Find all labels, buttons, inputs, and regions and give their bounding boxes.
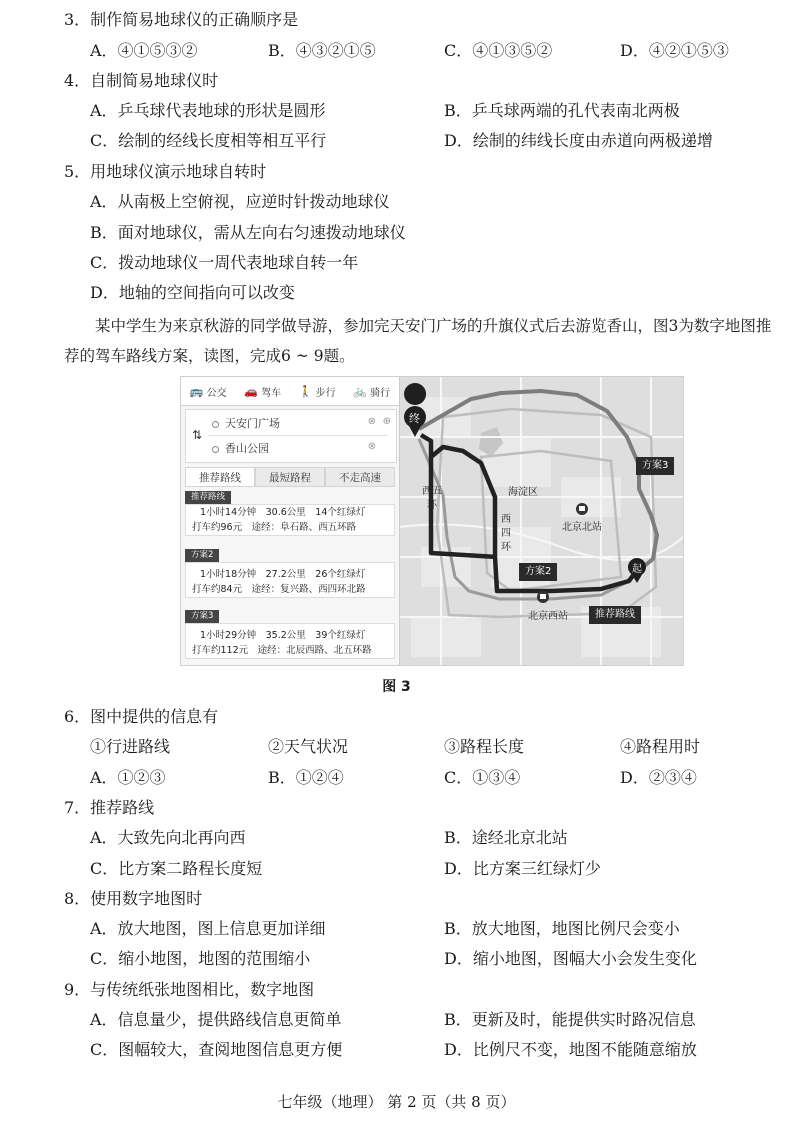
question-7-stem: 7．推荐路线: [64, 798, 155, 817]
q6-option-c: C．①③④: [444, 768, 521, 787]
route-option-plan-3[interactable]: [185, 610, 395, 659]
q8-option-d: D．缩小地图，图幅大小会发生变化: [444, 949, 697, 968]
car-icon: 🚗: [244, 384, 259, 398]
walk-icon: 🚶: [298, 384, 313, 398]
origin-dot-icon: [212, 421, 219, 428]
q7-option-c: C．比方案二路程长度短: [90, 859, 263, 878]
q9-option-c: C．图幅较大，查阅地图信息更方便: [90, 1040, 343, 1059]
plan-3-tag: 方案3: [636, 457, 674, 475]
q6-option-b: B．①②④: [268, 768, 344, 787]
q8-option-b: B．放大地图，地图比例尺会变小: [444, 919, 680, 938]
q6-option-a: A．①②③: [90, 768, 166, 787]
q4-option-d: D．绘制的纬线长度由赤道向两极递增: [444, 131, 713, 150]
figure-caption: 图 3: [382, 679, 411, 695]
q7-option-d: D．比方案三红绿灯少: [444, 859, 601, 878]
mode-walk-label: 步行: [315, 387, 336, 399]
transport-mode-bar: [181, 377, 399, 406]
route-label: 推荐路线: [185, 491, 231, 504]
q5-option-a: A．从南极上空俯视，应逆时针拨动地球仪: [90, 192, 390, 211]
origin-field[interactable]: [212, 415, 280, 431]
q6-option-d: D．②③④: [620, 768, 697, 787]
swap-icon[interactable]: ⇅: [192, 428, 203, 442]
destination-value: 香山公园: [225, 442, 269, 455]
q8-option-a: A．放大地图，图上信息更加详细: [90, 919, 326, 938]
mode-bike-label: 骑行: [370, 387, 391, 399]
haidian-district-label: 海淀区: [508, 487, 538, 498]
bus-icon: 🚌: [189, 384, 204, 398]
q3-option-c: C．④①③⑤②: [444, 41, 553, 60]
route-summary: 1小时18分钟 27.2公里 26个红绿灯: [200, 569, 366, 580]
figure-3-map-screenshot: [180, 376, 684, 666]
clear-origin-icon[interactable]: ⊗: [367, 416, 376, 427]
route-option-recommended[interactable]: [185, 491, 395, 536]
q6-item-3: ③路程长度: [444, 737, 525, 756]
plan-2-tag: 方案2: [519, 563, 557, 581]
west-4th-ring-label: 西四环: [501, 514, 511, 553]
mode-drive[interactable]: [236, 384, 291, 399]
end-marker-label: 终: [409, 412, 420, 425]
route-preference-tabs: [185, 467, 395, 487]
route-search-box: [185, 409, 397, 463]
q6-item-2: ②天气状况: [268, 737, 349, 756]
west-5th-ring-label: 西五环: [422, 486, 442, 511]
route-detail: 打车约112元 途经：北辰西路、北五环路: [192, 645, 372, 656]
question-5-stem: 5．用地球仪演示地球自转时: [64, 162, 267, 181]
q3-option-d: D．④②①⑤③: [620, 41, 729, 60]
question-9-stem: 9．与传统纸张地图相比，数字地图: [64, 980, 315, 999]
destination-field[interactable]: [212, 440, 269, 456]
q3-option-b: B．④③②①⑤: [268, 41, 376, 60]
route-panel: [181, 377, 400, 665]
route-option-plan-2[interactable]: [185, 549, 395, 598]
destination-dot-icon: [212, 446, 219, 453]
question-3-stem: 3．制作简易地球仪的正确顺序是: [64, 10, 299, 29]
route-label: 方案2: [185, 549, 219, 562]
route-detail: 打车约84元 途经：复兴路、西四环北路: [192, 584, 366, 595]
route-label: 方案3: [185, 610, 219, 623]
q9-option-d: D．比例尺不变，地图不能随意缩放: [444, 1040, 697, 1059]
page-footer: 七年级（地理） 第 2 页（共 8 页）: [277, 1093, 516, 1111]
tab-recommended[interactable]: 推荐路线: [185, 467, 255, 487]
bj-west-station-label: 北京西站: [528, 611, 568, 622]
bike-icon: 🚲: [353, 384, 368, 398]
q4-option-a: A．乒乓球代表地球的形状是圆形: [90, 101, 326, 120]
question-8-stem: 8．使用数字地图时: [64, 889, 203, 908]
question-4-stem: 4．自制简易地球仪时: [64, 71, 219, 90]
bj-north-station-label: 北京北站: [562, 522, 602, 533]
route-detail: 打车约96元 途经：阜石路、西五环路: [192, 522, 357, 533]
tab-shortest[interactable]: 最短路程: [255, 467, 325, 487]
q5-option-c: C．拨动地球仪一周代表地球自转一年: [90, 253, 359, 272]
tab-no-highway[interactable]: 不走高速: [325, 467, 395, 487]
origin-value: 天安门广场: [225, 417, 280, 430]
q4-option-c: C．绘制的经线长度相等相互平行: [90, 131, 327, 150]
q5-option-d: D．地轴的空间指向可以改变: [90, 283, 295, 302]
q7-option-b: B．途经北京北站: [444, 828, 568, 847]
question-6-stem: 6．图中提供的信息有: [64, 707, 219, 726]
add-stop-icon[interactable]: ⊕: [382, 416, 391, 427]
mode-bike[interactable]: [345, 384, 400, 399]
mode-bus-label: 公交: [206, 387, 227, 399]
q7-option-a: A．大致先向北再向西: [90, 828, 246, 847]
q9-option-a: A．信息量少，提供路线信息更简单: [90, 1010, 342, 1029]
q4-option-b: B．乒乓球两端的孔代表南北两极: [444, 101, 680, 120]
mode-walk[interactable]: [290, 384, 345, 399]
q3-option-a: A．④①⑤③②: [90, 41, 198, 60]
q8-option-c: C．缩小地图，地图的范围缩小: [90, 949, 311, 968]
route-summary: 1小时29分钟 35.2公里 39个红绿灯: [200, 630, 366, 641]
mode-drive-label: 驾车: [261, 387, 282, 399]
q5-option-b: B．面对地球仪，需从左向右匀速拨动地球仪: [90, 223, 406, 242]
q6-item-1: ①行进路线: [90, 737, 171, 756]
start-marker-label: 起: [632, 564, 642, 575]
clear-destination-icon[interactable]: ⊗: [367, 441, 376, 452]
recommended-route-tag: 推荐路线: [589, 606, 641, 624]
q6-item-4: ④路程用时: [620, 737, 701, 756]
q9-option-b: B．更新及时，能提供实时路况信息: [444, 1010, 696, 1029]
intro-paragraph: 某中学生为来京秋游的同学做导游，参加完天安门广场的升旗仪式后去游览香山，图3为数字地图推荐的驾车路线方案，读图，完成6 ~ 9题。: [64, 317, 772, 365]
route-summary: 1小时14分钟 30.6公里 14个红绿灯: [200, 507, 366, 518]
mode-bus[interactable]: [181, 384, 236, 399]
